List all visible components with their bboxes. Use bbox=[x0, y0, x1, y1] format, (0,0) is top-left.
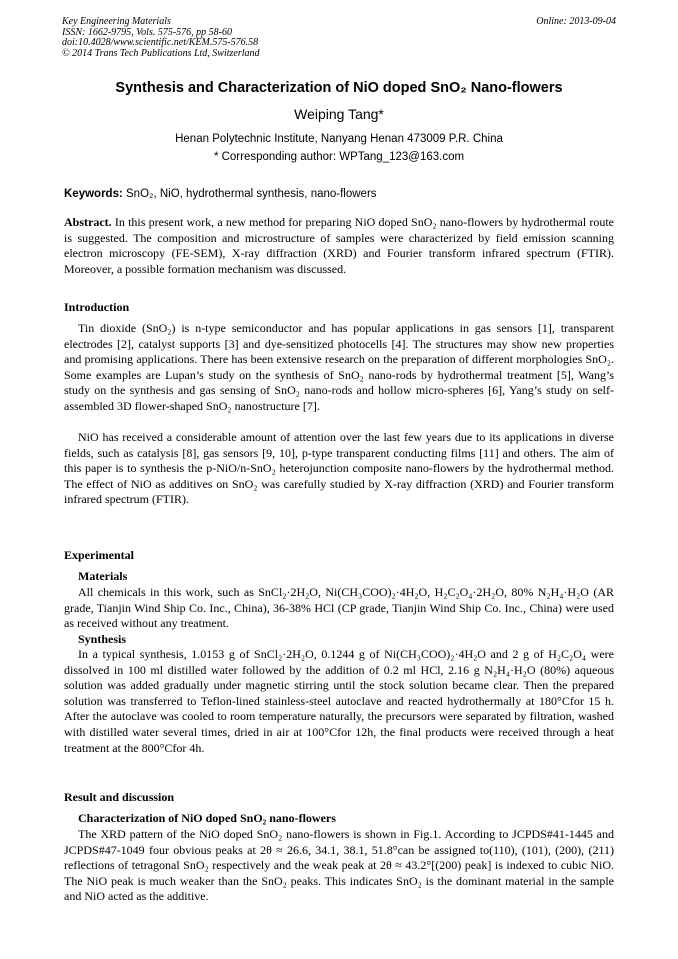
materials-paragraph: All chemicals in this work, such as SnCl₂·2H₂O, Ni(CH₃COO)₂·4H₂O, H₂C₂O₄·2H₂O, 80% N₂H₄·H₂O (AR grade, Tianjin Wind Ship Co. Inc., China), 36-38% HCl (CP grade, Tianjin Wind Ship Co. Inc., China) were used as received without any treatment. bbox=[64, 585, 614, 631]
abstract-label: Abstract. bbox=[64, 215, 112, 229]
characterization-heading: Characterization of NiO doped SnO₂ nano-flowers bbox=[78, 811, 336, 825]
doi-line[interactable]: doi:10.4028/www.scientific.net/KEM.575-576.58 bbox=[62, 37, 259, 48]
journal-header bbox=[62, 17, 260, 59]
keywords-text: SnO₂, NiO, hydrothermal synthesis, nano-flowers bbox=[126, 188, 377, 200]
introduction-paragraph-2: NiO has received a considerable amount of attention over the last few years due to its applications in diverse fields, such as catalysis [8], gas sensors [9, 10], p-type transparent conducting films [11] and others. The aim of this paper is to synthesis the p-NiO/n-SnO₂ heterojunction composite nano-flowers by the hydrothermal method. The effect of NiO as additives on SnO₂ was carefully studied by X-ray diffraction (XRD) and Fourier transform infrared spectrum (FTIR). bbox=[64, 430, 614, 507]
author-name: Weiping Tang* bbox=[294, 106, 384, 122]
introduction-heading: Introduction bbox=[64, 300, 130, 314]
results-paragraph: The XRD pattern of the NiO doped SnO₂ nano-flowers is shown in Fig.1. According to JCPDS#41-1445 and JCPDS#47-1049 four obvious peaks at 2θ ≈ 26.6, 34.1, 38.1, 51.8°can be assigned to(110), (101), (200), (211) reflections of tetragonal SnO₂ respectively and the weak peak at 2θ ≈ 43.2°[(200) peak] is indexed to cubic NiO. The NiO peak is much weaker than the SnO₂ peaks. This indicates SnO₂ is the dominant material in the sample and NiO acted as the additive. bbox=[64, 827, 614, 904]
synthesis-paragraph: In a typical synthesis, 1.0153 g of SnCl₂·2H₂O, 0.1244 g of Ni(CH₃COO)₂·4H₂O and 2 g of H₂C₂O₄ were dissolved in 100 ml distilled water followed by the addition of 0.2 ml HCl, 2.16 g N₂H₄·H₂O (80%) aqueous solution was added gradually under magnetic stirring until the stock solution became clear. Then the prepared solution was transferred to Teflon-lined stainless-steel autoclave and reacted hydrothermally at 180°Cfor 15 h. After the autoclave was cooled to room temperature naturally, the precursors were separated by filtration, washed with distilled water several times, dried in air at 100°Cfor 12h, the final products were received through a heat treatment at the 800°Cfor 4h. bbox=[64, 647, 614, 755]
paper-title: Synthesis and Characterization of NiO doped SnO₂ Nano-flowers bbox=[115, 80, 563, 96]
corresponding-author: * Corresponding author: WPTang_123@163.com bbox=[213, 151, 465, 163]
affiliation: Henan Polytechnic Institute, Nanyang Henan 473009 P.R. China bbox=[175, 133, 503, 145]
materials-heading: Materials bbox=[78, 569, 128, 583]
abstract bbox=[64, 215, 614, 277]
journal-name: Key Engineering Materials bbox=[62, 16, 171, 27]
experimental-heading: Experimental bbox=[64, 548, 134, 562]
keywords-label: Keywords: bbox=[64, 188, 123, 200]
copyright-line: © 2014 Trans Tech Publications Ltd, Switzerland bbox=[62, 47, 260, 59]
synthesis-heading: Synthesis bbox=[78, 632, 127, 646]
introduction-paragraph-1: Tin dioxide (SnO₂) is n-type semiconductor and has popular applications in gas sensors [1], transparent electrodes [2], catalyst supports [3] and dye-sensitized photocells [4]. The structures may show new properties and promising applications. There has been extensive research on the preparation of different morphologies SnO₂. Some examples are Lupan’s study on the synthesis of SnO₂ nano-rods by hydrothermal treatment [5], Wang’s study on the synthesis and gas sensing of SnO₂ nano-rods and hollow micro-spheres [6], Yang’s study on self-assembled 3D flower-shaped SnO₂ nanostructure [7]. bbox=[64, 321, 614, 413]
results-heading: Result and discussion bbox=[64, 790, 175, 804]
keywords bbox=[64, 188, 377, 200]
online-date: Online: 2013-09-04 bbox=[536, 16, 616, 27]
abstract-text: In this present work, a new method for preparing NiO doped SnO₂ nano-flowers by hydrothermal route is suggested. The composition and microstructure of samples were characterized by field emission scanning electron microscopy (FE-SEM), X-ray diffraction (XRD) and Fourier transform infrared spectrum (FTIR). Moreover, a possible formation mechanism was discussed. bbox=[64, 215, 615, 276]
issn-line: ISSN: 1662-9795, Vols. 575-576, pp 58-60 bbox=[62, 26, 232, 38]
